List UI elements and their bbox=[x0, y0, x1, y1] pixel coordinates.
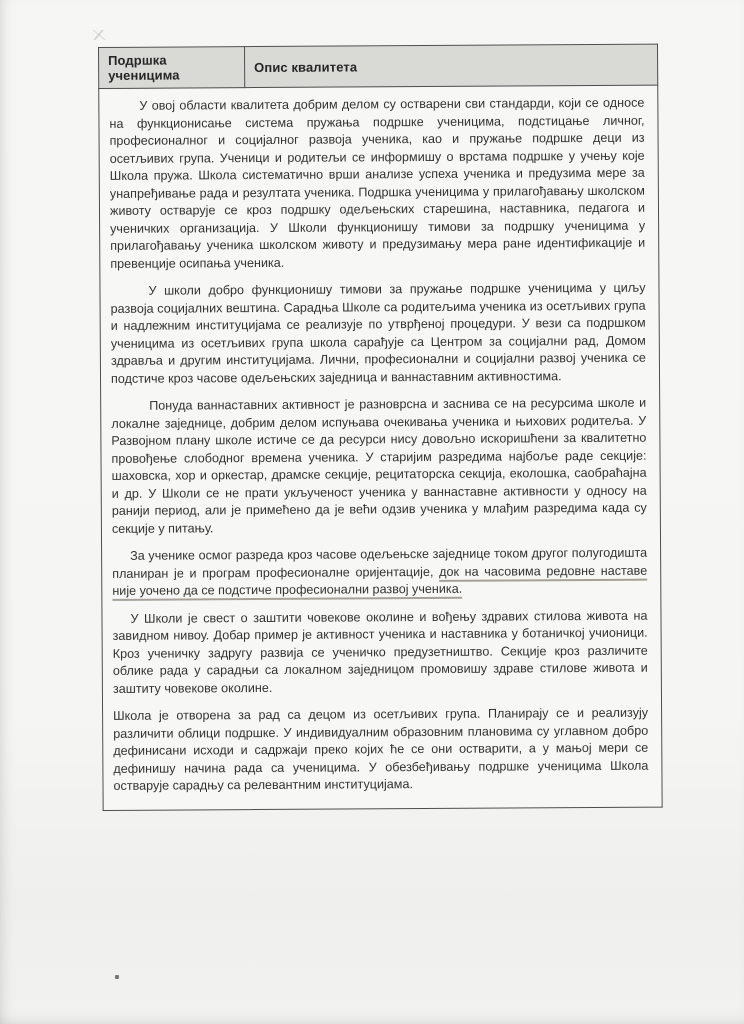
scan-smudge-artifact bbox=[92, 30, 106, 40]
scan-speck-artifact bbox=[115, 975, 119, 979]
table-body-row bbox=[99, 85, 662, 810]
paragraph-text-before-underline: За ученике осмог разреда кроз часове одељењске заједнице током другог полугодишта планиран је и програм професионалне оријентације, bbox=[112, 545, 648, 581]
paragraph-eighth-grade-orientation bbox=[112, 545, 647, 601]
paragraph-social-skills-teams: У школи добро функционишу тимови за пружање подршке ученицима у циљу развоја социјалних вештина. Сарадња Школе са родитељима ученика из осетљивих група и надлежним институцијама се реализује по утврђеној процедури. У вези са подршком ученицима из осетљивих група школа сарађује са Центром за социјални рад, Домом здравља и другим институцијама. Лични, професионални и социјални развој ученика се подстиче кроз часове одељењских заједница и ваннаставним активностима. bbox=[110, 280, 646, 386]
paragraph-extracurricular-offer: Понуда ваннаставних активност је разноврсна и заснива се на ресурсима школе и локалне заједнице, добрим делом испуњава очекивања ученика и њихових родитеља. У Развојном плану школе истиче се да ресурси нису довољно искоришћени за квалитетно провођење слободног времена ученика. У старијим разредима најбоље раде секције: шаховска, хор и оркестар, драмске секције, рецитаторска секција, еколошка, саобраћајна и др. У Школи се не прати укљученост ученика у ваннаставне активности у односу на ранији период, али је примећено да је већи одзив ученика у млађим разредима када су секције у питању. bbox=[111, 395, 647, 536]
header-cell-quality-description: Опис квалитета bbox=[245, 44, 658, 88]
table-header-row bbox=[99, 44, 658, 88]
paragraph-standards-overview: У овој области квалитета добрим делом су остварени сви стандарди, који се односе на функционисање система пружања подршке ученицима, подстицање личног, професионалног и социјалног развоја ученика, као и пружање подршке деци из осетљивих група. Ученици и родитељи се информишу о врстама подршке у учењу које Школа пружа. Школа систематично врши анализе успеха ученика и предузима мере за унапређивање рада и резултата ученика. Подршка ученицима у прилагођавању школском животу остварује се кроз подршку одељењских старешина, наставника, педагога и ученичких организација. У Школи функционишу тимови за подршку ученицима у прилагођавању ученика школском животу и предузимању мера ране идентификације и превенције осипања ученика. bbox=[109, 95, 646, 271]
header-cell-student-support: Подршка ученицима bbox=[99, 47, 245, 89]
paragraph-environment-health: У Школи је свест о заштити човекове околине и вођењу здравих стилова живота на завидном нивоу. Добар пример је активност ученика и наставника у ботаничкој учионици. Кроз ученичку задругу развија се ученичко предузетништво. Секције кроз различите облике рада у сарадњи са локалном заједницом промовишу здраве стилове живота и заштиту човекове околине. bbox=[112, 608, 648, 696]
quality-table bbox=[98, 44, 663, 811]
quality-table-wrapper bbox=[98, 44, 663, 811]
table-body-cell bbox=[99, 85, 662, 810]
paragraph-inclusive-support: Школа је отворена за рад са децом из осетљивих група. Планирају се и реализују различити облици подршке. У индивидуалним образовним плановима су углавном добро дефинисани исходи и садржаји преко којих ће се они остварити, а у мањој мери се дефинишу начина рада са ученицима. У обезбеђивању подршке ученицима Школа остварује сарадњу са релевантним институцијама. bbox=[113, 705, 649, 793]
pencil-underlined-phrase: док на часовима редовне наставе није уочено да се подстиче професионални развој ученика. bbox=[112, 563, 648, 598]
